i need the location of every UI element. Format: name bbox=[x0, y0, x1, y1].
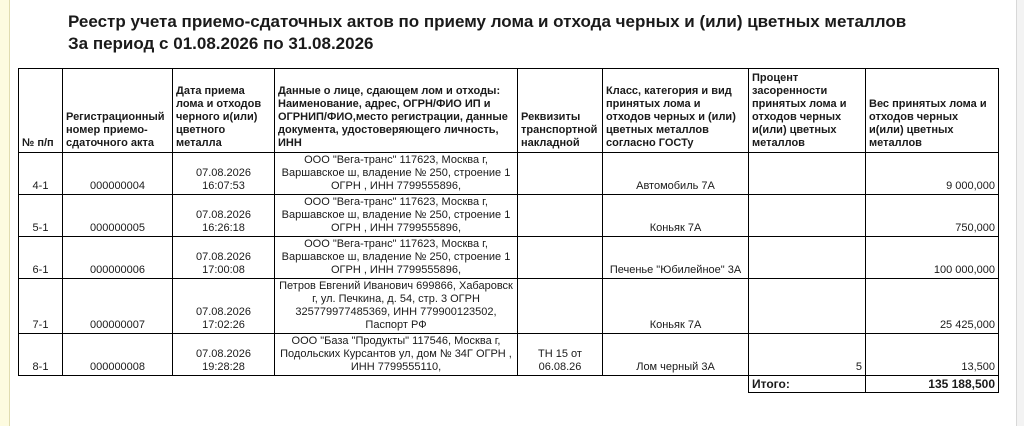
table-row bbox=[19, 237, 999, 279]
cell-date bbox=[173, 334, 275, 376]
register-table bbox=[18, 68, 999, 393]
report-title: Реестр учета приемо-сдаточных актов по приему лома и отхода черных и (или) цветных металлов bbox=[68, 12, 907, 31]
table-row bbox=[19, 153, 999, 195]
cell-waybill bbox=[518, 195, 603, 237]
cell-class: Лом черный 3А bbox=[603, 334, 749, 376]
cell-date bbox=[173, 279, 275, 334]
total-row bbox=[19, 376, 999, 393]
cell-class: Печенье "Юбилейное" 3А bbox=[603, 237, 749, 279]
header-reg-number: Регистрационный номер приемо-сдаточного акта bbox=[63, 69, 173, 153]
header-weight: Вес принятых лома и отходов черных и(или) цветных металлов bbox=[866, 69, 999, 153]
cell-person bbox=[275, 279, 518, 334]
header-num: № п/п bbox=[19, 69, 63, 153]
cell-weight: 25 425,000 bbox=[866, 279, 999, 334]
cell-date bbox=[173, 153, 275, 195]
cell-person-line: Варшавское ш, владение № 250, строение 1 bbox=[281, 251, 511, 263]
cell-class: Коньяк 7А bbox=[603, 279, 749, 334]
cell-person-line: Подольских Курсантов ул, дом № 34Г ОГРН , bbox=[280, 348, 512, 360]
cell-person-line: ИНН 7799555110, bbox=[350, 361, 442, 373]
cell-num: 5-1 bbox=[19, 195, 63, 237]
cell-person-line: Петров Евгений Иванович 699866, Хабаровск bbox=[279, 280, 513, 292]
cell-num: 6-1 bbox=[19, 237, 63, 279]
cell-person-line: ООО "Вега-транс" 117623, Москва г, bbox=[304, 196, 488, 208]
cell-person-line: ООО "База "Продукты" 117546, Москва г, bbox=[291, 335, 501, 347]
cell-percent bbox=[749, 237, 866, 279]
cell-percent bbox=[749, 153, 866, 195]
cell-date-day: 07.08.2026 bbox=[195, 348, 252, 360]
cell-waybill-line: 06.08.26 bbox=[538, 361, 582, 373]
cell-percent bbox=[749, 279, 866, 334]
header-person: Данные о лице, сдающем лом и отходы: Наименование, адрес, ОГРН/ФИО ИП и ОГРНИП/ФИО,место регистрации, данные документа, удостоверяющего личность, ИНН bbox=[275, 69, 518, 153]
cell-person bbox=[275, 153, 518, 195]
cell-class: Автомобиль 7А bbox=[603, 153, 749, 195]
cell-person-line: ООО "Вега-транс" 117623, Москва г, bbox=[304, 238, 488, 250]
cell-date-day: 07.08.2026 bbox=[195, 167, 252, 179]
header-class: Класс, категория и вид принятых лома и отходов черных и (или) цветных металлов согласно ГОСТу bbox=[603, 69, 749, 153]
cell-person-line: Паспорт РФ bbox=[365, 319, 427, 331]
cell-person bbox=[275, 237, 518, 279]
cell-person bbox=[275, 334, 518, 376]
cell-person-line: ОГРН , ИНН 7799555896, bbox=[330, 222, 462, 234]
cell-num: 7-1 bbox=[19, 279, 63, 334]
cell-person-line: ОГРН , ИНН 7799555896, bbox=[330, 180, 462, 192]
cell-date-time: 19:28:28 bbox=[202, 361, 245, 373]
cell-date-time: 16:26:18 bbox=[202, 222, 245, 234]
cell-person bbox=[275, 195, 518, 237]
left-margin-strip bbox=[0, 0, 10, 426]
cell-date-day: 07.08.2026 bbox=[195, 209, 252, 221]
cell-waybill-line: ТН 15 от bbox=[538, 348, 582, 360]
report-period: За период с 01.08.2026 по 31.08.2026 bbox=[68, 34, 374, 53]
cell-person-line: 325779977485369, ИНН 779900123502, bbox=[295, 306, 497, 318]
total-label: Итого: bbox=[749, 376, 866, 393]
cell-date bbox=[173, 195, 275, 237]
report-title-block bbox=[68, 11, 906, 55]
header-percent: Процент засоренности принятых лома и отходов черных и(или) цветных металлов bbox=[749, 69, 866, 153]
cell-person-line: ООО "Вега-транс" 117623, Москва г, bbox=[304, 154, 488, 166]
cell-person-line: Варшавское ш, владение № 250, строение 1 bbox=[281, 209, 511, 221]
cell-reg-number: 000000008 bbox=[63, 334, 173, 376]
cell-person-line: ОГРН , ИНН 7799555896, bbox=[330, 264, 462, 276]
total-spacer bbox=[19, 376, 749, 393]
cell-weight: 13,500 bbox=[866, 334, 999, 376]
cell-num: 4-1 bbox=[19, 153, 63, 195]
table-row bbox=[19, 195, 999, 237]
cell-date-time: 17:00:08 bbox=[202, 264, 245, 276]
cell-class: Коньяк 7А bbox=[603, 195, 749, 237]
cell-waybill bbox=[518, 279, 603, 334]
cell-num: 8-1 bbox=[19, 334, 63, 376]
cell-reg-number: 000000007 bbox=[63, 279, 173, 334]
cell-date bbox=[173, 237, 275, 279]
cell-waybill bbox=[518, 237, 603, 279]
vertical-scrollbar[interactable] bbox=[1016, 0, 1024, 426]
cell-weight: 750,000 bbox=[866, 195, 999, 237]
table-header-row bbox=[19, 69, 999, 153]
cell-person-line: г, ул. Печкина, д. 54, стр. 3 ОГРН bbox=[312, 293, 480, 305]
cell-date-day: 07.08.2026 bbox=[195, 251, 252, 263]
cell-reg-number: 000000006 bbox=[63, 237, 173, 279]
cell-waybill bbox=[518, 153, 603, 195]
cell-reg-number: 000000005 bbox=[63, 195, 173, 237]
cell-date-time: 16:07:53 bbox=[202, 180, 245, 192]
table-row bbox=[19, 279, 999, 334]
cell-person-line: Варшавское ш, владение № 250, строение 1 bbox=[281, 167, 511, 179]
table-row bbox=[19, 334, 999, 376]
header-waybill: Реквизиты транспортной накладной bbox=[518, 69, 603, 153]
cell-weight: 100 000,000 bbox=[866, 237, 999, 279]
cell-percent bbox=[749, 195, 866, 237]
cell-reg-number: 000000004 bbox=[63, 153, 173, 195]
header-date: Дата приема лома и отходов черного и(или) цветного металла bbox=[173, 69, 275, 153]
total-value: 135 188,500 bbox=[866, 376, 999, 393]
cell-date-day: 07.08.2026 bbox=[195, 306, 252, 318]
cell-percent: 5 bbox=[749, 334, 866, 376]
cell-date-time: 17:02:26 bbox=[202, 319, 245, 331]
cell-waybill bbox=[518, 334, 603, 376]
cell-weight: 9 000,000 bbox=[866, 153, 999, 195]
